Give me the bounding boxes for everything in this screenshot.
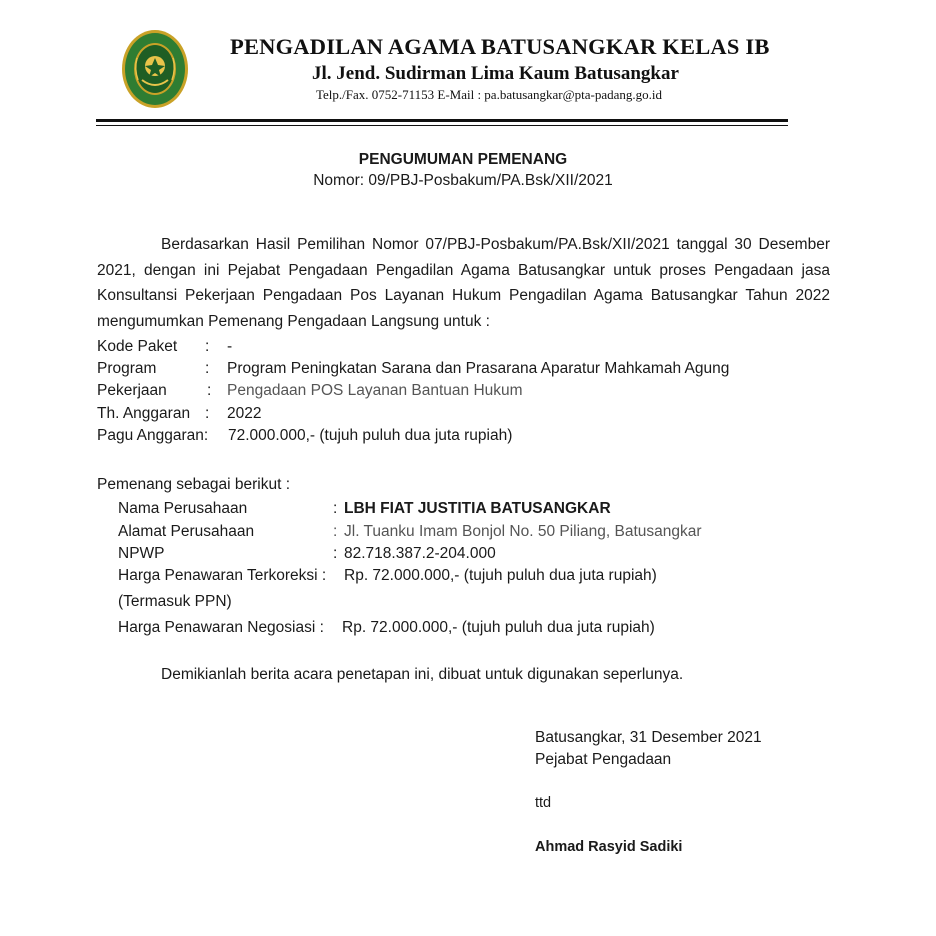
signatory-name: Ahmad Rasyid Sadiki [535, 839, 683, 855]
anggaran-colon: : [205, 405, 210, 422]
anggaran-label: Th. Anggaran [97, 405, 191, 422]
alamat-perusahaan-value: Jl. Tuanku Imam Bonjol No. 50 Piliang, Batusangkar [344, 523, 702, 540]
harga-terkoreksi-label: Harga Penawaran Terkoreksi : [118, 567, 327, 584]
nama-perusahaan-colon: : [333, 500, 338, 517]
institution-contact: Telp./Fax. 0752-71153 E-Mail : pa.batusangkar@pta-padang.go.id [316, 87, 662, 102]
alamat-perusahaan-label: Alamat Perusahaan [118, 523, 255, 540]
harga-negosiasi-value: Rp. 72.000.000,- (tujuh puluh dua juta rupiah) [342, 619, 655, 636]
letterhead-divider-thin [96, 125, 788, 126]
npwp-label: NPWP [118, 545, 165, 562]
program-label: Program [97, 360, 157, 377]
document-title: PENGUMUMAN PEMENANG [358, 151, 568, 168]
kode-paket-label: Kode Paket [97, 338, 178, 355]
signature-position: Pejabat Pengadaan [535, 751, 672, 768]
institution-name: PENGADILAN AGAMA BATUSANGKAR KELAS IB [230, 34, 770, 59]
pagu-value: 72.000.000,- (tujuh puluh dua juta rupiah) [228, 427, 513, 444]
court-emblem-icon [120, 28, 190, 110]
pekerjaan-value: Pengadaan POS Layanan Bantuan Hukum [227, 382, 523, 399]
kode-paket-value: - [227, 338, 233, 355]
ppn-note: (Termasuk PPN) [118, 593, 232, 610]
signature-place-date: Batusangkar, 31 Desember 2021 [535, 729, 762, 746]
document-number: Nomor: 09/PBJ-Posbakum/PA.Bsk/XII/2021 [313, 172, 613, 189]
npwp-value: 82.718.387.2-204.000 [344, 545, 496, 562]
nama-perusahaan-value: LBH FIAT JUSTITIA BATUSANGKAR [344, 500, 611, 517]
pagu-label: Pagu Anggaran: [97, 427, 209, 444]
program-colon: : [205, 360, 210, 377]
harga-negosiasi-label: Harga Penawaran Negosiasi : [118, 619, 324, 636]
pekerjaan-label: Pekerjaan [97, 382, 167, 399]
anggaran-value: 2022 [227, 405, 262, 422]
winner-heading: Pemenang sebagai berikut : [97, 476, 291, 493]
intro-paragraph: Berdasarkan Hasil Pemilihan Nomor 07/PBJ-Posbakum/PA.Bsk/XII/2021 tanggal 30 Desember 2021, dengan ini Pejabat Pengadaan Pengadilan Agama Batusangkar untuk proses Pengadaan jasa Konsultansi Pekerjaan Pengadaan Pos Layanan Hukum Pengadilan Agama Batusangkar Tahun 2022 mengumumkan Pemenang Pengadaan Langsung untuk : [97, 236, 830, 330]
institution-address: Jl. Jend. Sudirman Lima Kaum Batusangkar [312, 63, 679, 84]
letterhead-divider-thick [96, 119, 788, 122]
closing-statement: Demikianlah berita acara penetapan ini, dibuat untuk digunakan seperlunya. [161, 666, 684, 683]
pekerjaan-colon: : [207, 382, 212, 399]
program-value: Program Peningkatan Sarana dan Prasarana Aparatur Mahkamah Agung [227, 360, 730, 377]
kode-paket-colon: : [205, 338, 210, 355]
harga-terkoreksi-value: Rp. 72.000.000,- (tujuh puluh dua juta rupiah) [344, 567, 657, 584]
alamat-perusahaan-colon: : [333, 523, 338, 540]
npwp-colon: : [333, 545, 338, 562]
nama-perusahaan-label: Nama Perusahaan [118, 500, 248, 517]
signature-ttd: ttd [535, 795, 552, 811]
